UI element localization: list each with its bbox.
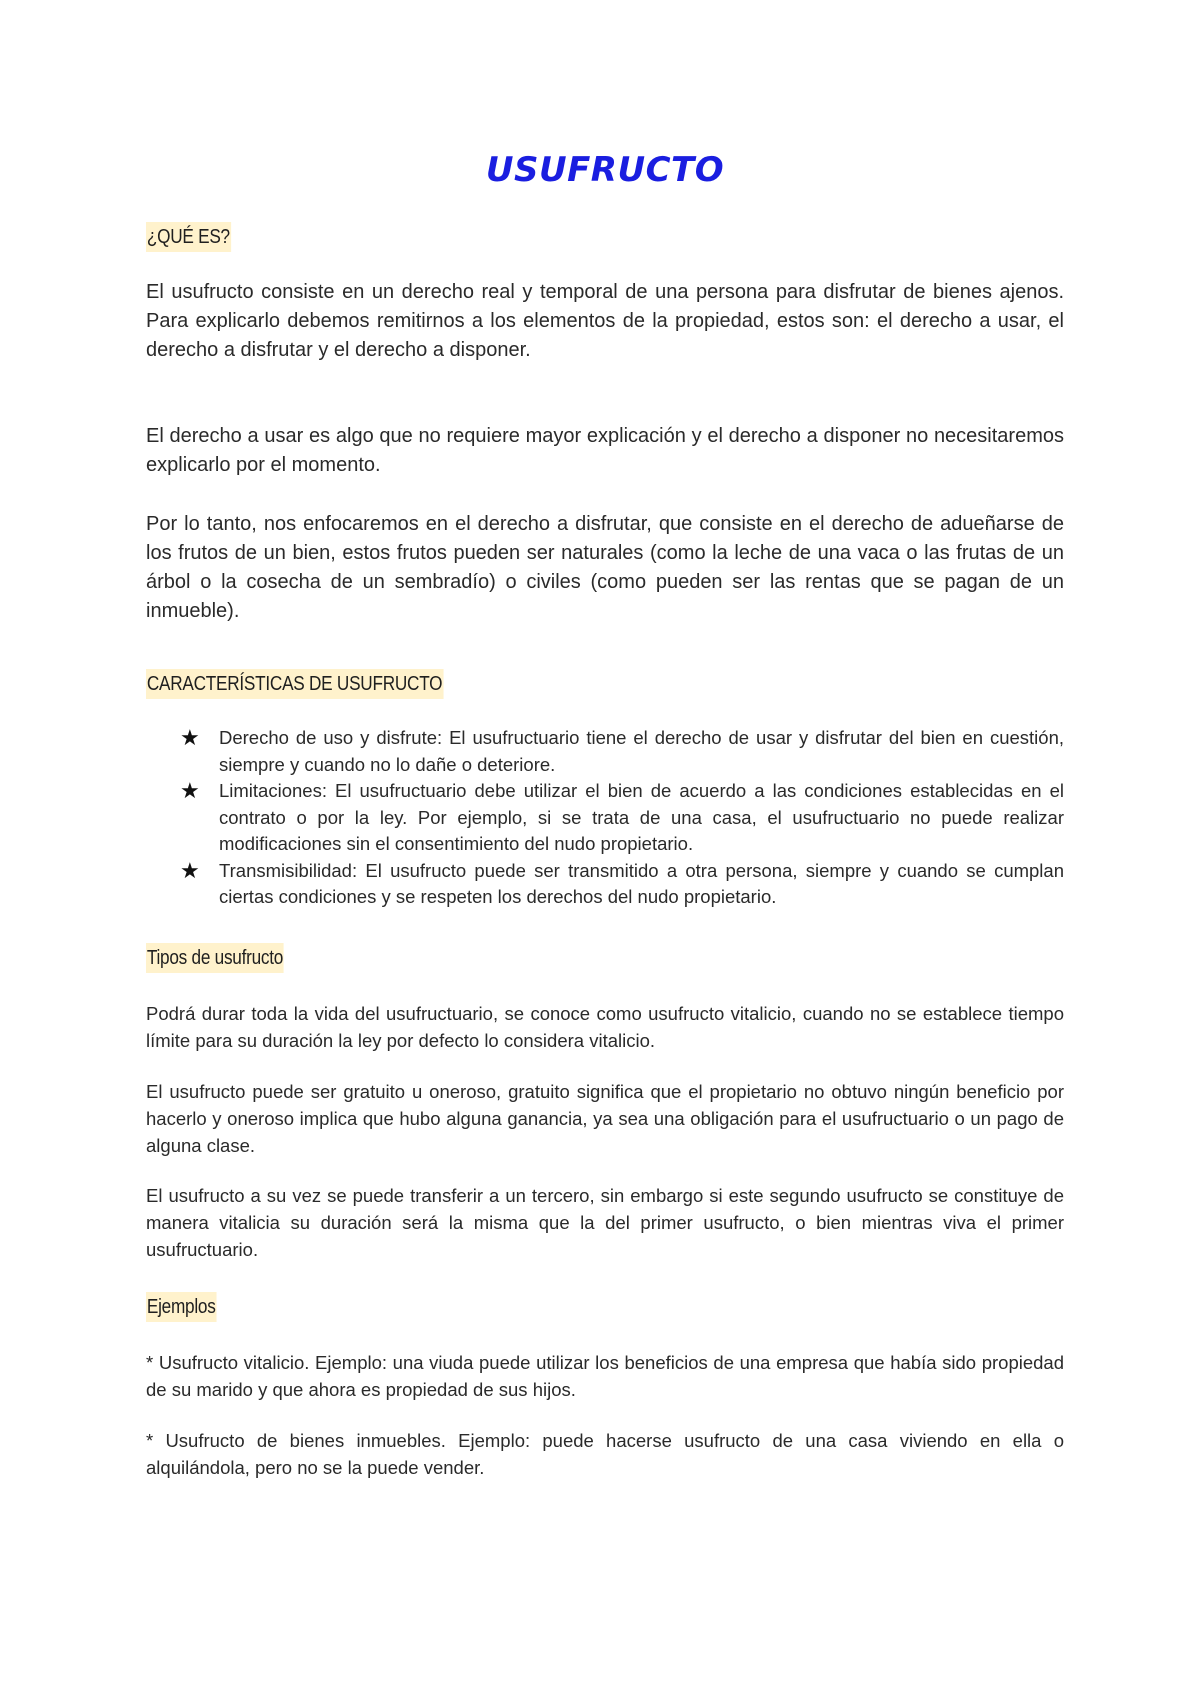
paragraph: El usufructo consiste en un derecho real y temporal de una persona para disfrutar de bienes ajenos. Para explicarlo debemos remitirnos a los elementos de la propiedad, estos son: el derecho a usar, el derecho a disfrutar y el derecho a disponer. — [146, 281, 1064, 361]
paragraph: El usufructo puede ser gratuito u oneroso, gratuito significa que el propietario no obtuvo ningún beneficio por hacerlo y oneroso implica que hubo alguna ganancia, ya sea una obligación para el usufructuario o un pago de alguna clase. — [146, 1081, 1064, 1156]
paragraph: * Usufructo vitalicio. Ejemplo: una viuda puede utilizar los beneficios de una empresa que había sido propiedad de su marido y que ahora es propiedad de sus hijos. — [146, 1352, 1064, 1400]
document-title: USUFRUCTO — [485, 150, 725, 190]
star-icon: ★ — [180, 725, 200, 750]
section-heading-caracteristicas: CARACTERÍSTICAS DE USUFRUCTO — [146, 669, 443, 699]
characteristics-list — [146, 725, 1064, 911]
paragraph: El derecho a usar es algo que no requiere mayor explicación y el derecho a disponer no necesitaremos explicarlo por el momento. — [146, 425, 1064, 476]
star-icon: ★ — [180, 857, 200, 883]
section-heading-tipos: Tipos de usufructo — [146, 943, 284, 973]
list-item-text: Transmisibilidad: El usufructo puede ser transmitido a otra persona, siempre y cuando se cumplan ciertas condiciones y se respeten los derechos del nudo propietario. — [219, 859, 1064, 907]
section-heading-que-es: ¿QUÉ ES? — [146, 222, 231, 252]
paragraph: Podrá durar toda la vida del usufructuario, se conoce como usufructo vitalicio, cuando no se establece tiempo límite para su duración la ley por defecto lo considera vitalicio. — [146, 1003, 1064, 1051]
list-item — [146, 858, 1064, 911]
star-icon: ★ — [180, 778, 200, 803]
list-item — [146, 725, 1064, 778]
paragraph: Por lo tanto, nos enfocaremos en el derecho a disfrutar, que consiste en el derecho de adueñarse de los frutos de un bien, estos frutos pueden ser naturales (como la leche de una vaca o las frutas de un árbol o la cosecha de un sembradío) o civiles (como pueden ser las rentas que se pagan de un inmueble). — [146, 513, 1064, 622]
section-heading-ejemplos: Ejemplos — [146, 1292, 216, 1322]
paragraph: El usufructo a su vez se puede transferir a un tercero, sin embargo si este segundo usufructo se constituye de manera vitalicia su duración será la misma que la del primer usufructo, o bien mientras viva el primer usufructuario. — [146, 1185, 1064, 1260]
paragraph: * Usufructo de bienes inmuebles. Ejemplo: puede hacerse usufructo de una casa viviendo en ella o alquilándola, pero no se la puede vender. — [146, 1430, 1064, 1478]
list-item-text: Derecho de uso y disfrute: El usufructuario tiene el derecho de usar y disfrutar del bien en cuestión, siempre y cuando no lo dañe o deteriore. — [219, 727, 1064, 775]
list-item — [146, 778, 1064, 858]
list-item-text: Limitaciones: El usufructuario debe utilizar el bien de acuerdo a las condiciones establecidas en el contrato o por la ley. Por ejemplo, si se trata de una casa, el usufructuario no puede realizar modificaciones sin el consentimiento del nudo propietario. — [219, 780, 1064, 854]
